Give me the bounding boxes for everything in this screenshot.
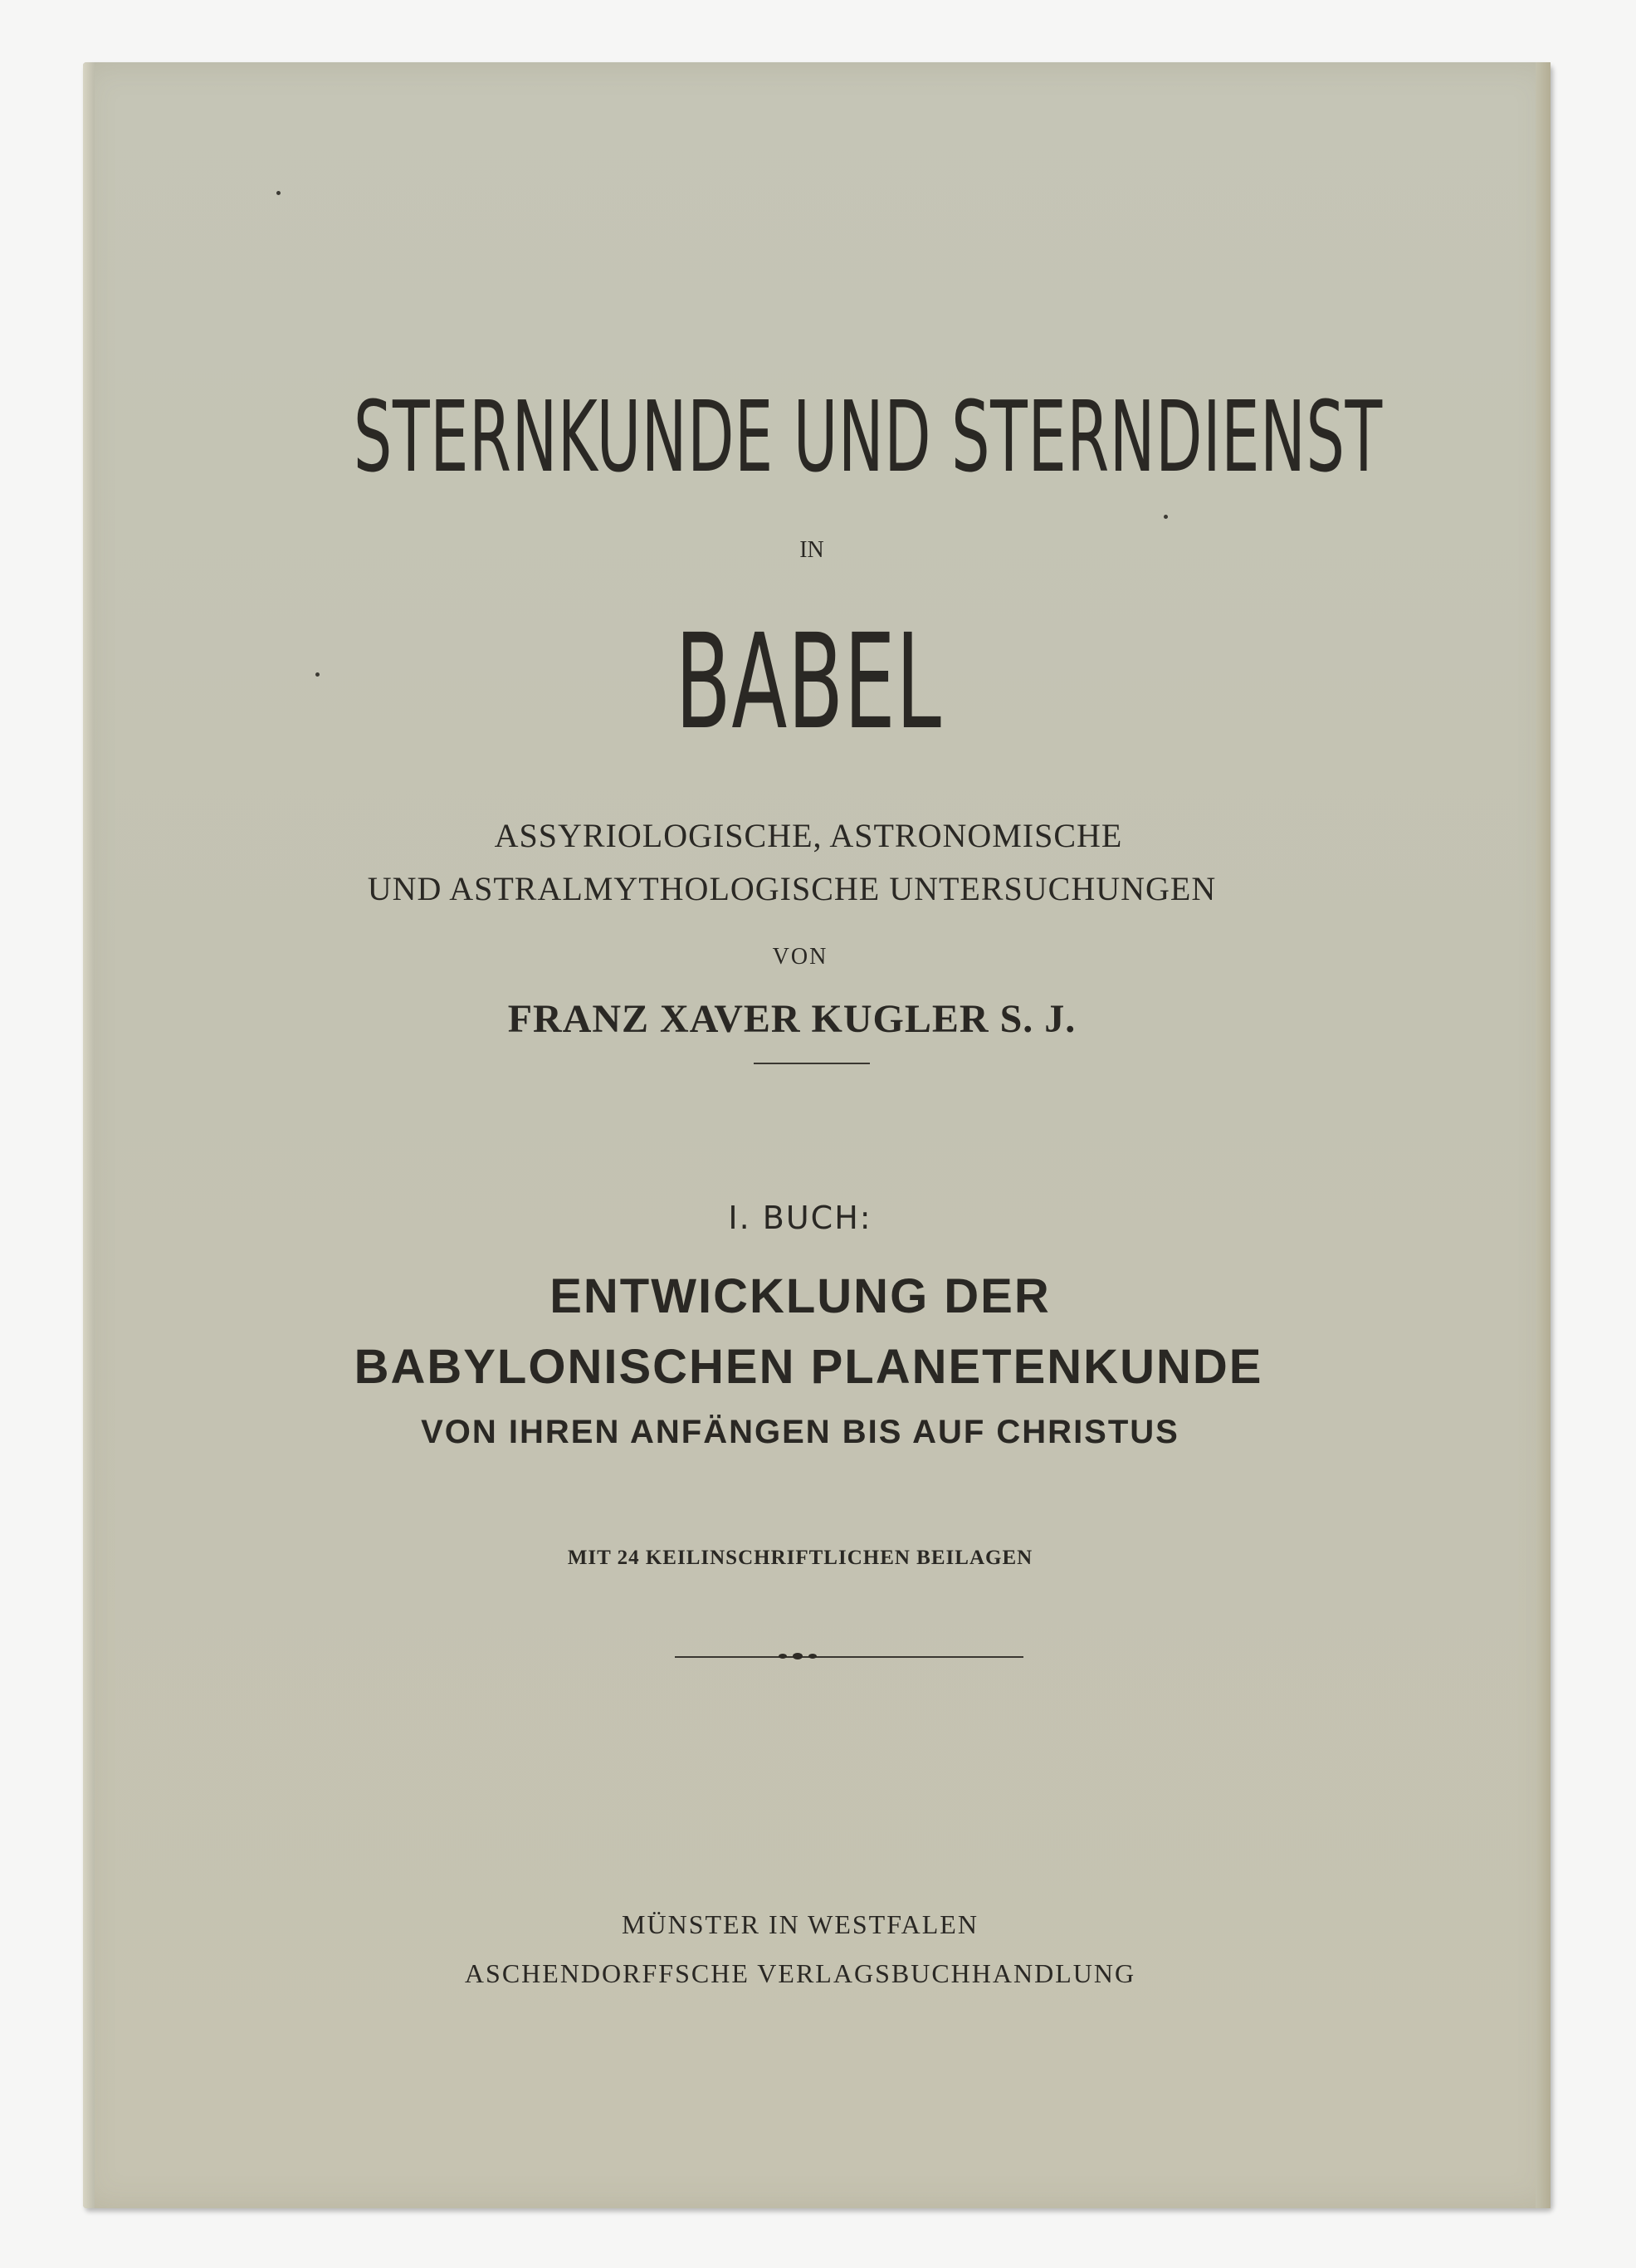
book-title-line-3: VON IHREN ANFÄNGEN BIS AUF CHRISTUS <box>421 1414 1179 1450</box>
cover-left-edge <box>83 62 95 2208</box>
subtitle-line-2: UND ASTRALMYTHOLOGISCHE UNTERSUCHUNGEN <box>367 870 1217 907</box>
title-in: IN <box>799 537 824 563</box>
separator-rule <box>754 1063 870 1064</box>
title-line-2: BABEL <box>675 606 942 759</box>
paper-speck <box>315 672 320 677</box>
book-cover <box>83 62 1551 2208</box>
ornament-dot <box>793 1653 803 1659</box>
cover-right-edge <box>1536 62 1551 2208</box>
by-label: VON <box>772 944 828 970</box>
book-title-line-2: BABYLONISCHEN PLANETENKUNDE <box>354 1340 1263 1394</box>
book-label: I. BUCH: <box>728 1200 872 1236</box>
paper-speck <box>276 191 281 195</box>
subtitle-line-1: ASSYRIOLOGISCHE, ASTRONOMISCHE <box>494 817 1123 854</box>
paper-speck <box>1164 515 1168 519</box>
ornament-dot <box>779 1654 787 1659</box>
publication-place: MÜNSTER IN WESTFALEN <box>622 1909 979 1939</box>
book-title-line-1: ENTWICKLUNG DER <box>549 1269 1051 1323</box>
supplement-note: MIT 24 KEILINSCHRIFTLICHEN BEILAGEN <box>567 1547 1033 1569</box>
ornament-rule-left <box>675 1656 1023 1658</box>
publisher-name: ASCHENDORFFSCHE VERLAGSBUCHHANDLUNG <box>464 1958 1136 1988</box>
ornament-dot <box>808 1654 817 1659</box>
title-line-1: STERNKUNDE UND STERNDIENST <box>353 379 1383 494</box>
author-name: FRANZ XAVER KUGLER S. J. <box>507 997 1077 1041</box>
